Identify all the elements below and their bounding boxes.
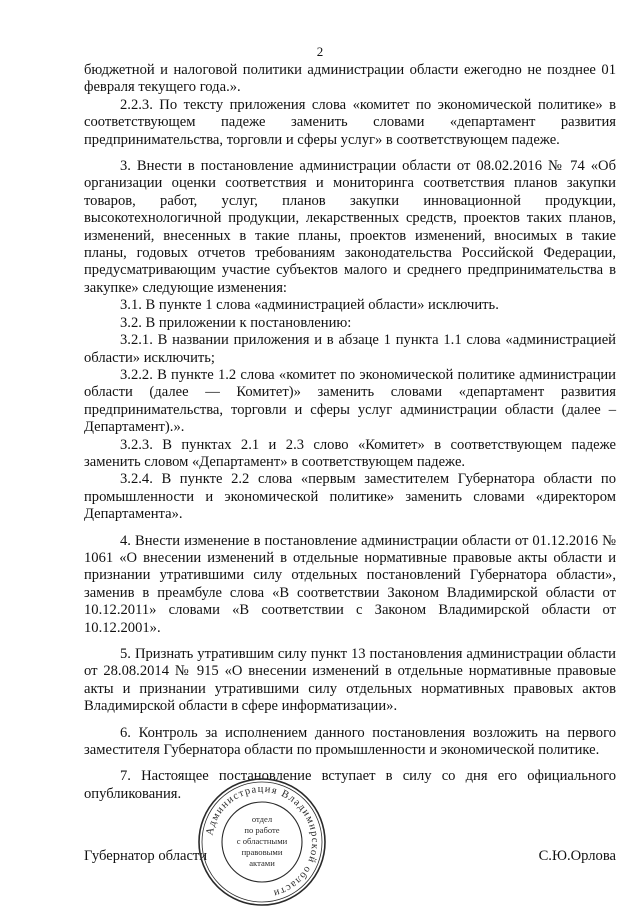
stamp-inner-line: с областными bbox=[236, 836, 288, 846]
stamp-ring-text: Администрация Владимирской области bbox=[204, 783, 321, 899]
signatory-name: С.Ю.Орлова bbox=[538, 848, 616, 864]
stamp-inner-line: отдел bbox=[251, 814, 273, 824]
paragraph: 3. Внести в постановление администрации области от 08.02.2016 № 74 «Об организации оценки соответствия и мониторинга соответствия планов закупки товаров, работ, услуг, планов закупки инновационной продукции, высокотехнологичной продукции, лекарственных средств, проектов таких планов, изменений, внесенных в такие планы, проектов изменений, вносимых в такие планы, годовых отчетов требованиям законодательства Российской Федерации, предусматривающим участие субъектов малого и среднего предпринимательства в закупке» следующие изменения: bbox=[84, 158, 616, 296]
paragraph: 3.1. В пункте 1 слова «администрацией области» исключить. bbox=[120, 297, 499, 314]
paragraph: 5. Признать утратившим силу пункт 13 постановления администрации области от 28.08.2014 № 915 «О внесении изменений в отдельные нормативные правовые акты и признании утратившими силу отдельных нормативных правовых актов Владимирской области в сфере информатизации». bbox=[84, 646, 616, 715]
official-seal-stamp bbox=[196, 776, 328, 908]
paragraph: 7. Настоящее постановление вступает в силу со дня его официального опубликования. bbox=[84, 768, 616, 802]
stamp-inner-line: правовыми bbox=[241, 847, 283, 857]
paragraph: 3.2.2. В пункте 1.2 слова «комитет по экономической политике администрации области (далее — Комитет)» заменить словами «департамент развития предпринимательства, торговли и сферы услуг администрации области (далее – Департамент).». bbox=[84, 366, 616, 436]
paragraph: 6. Контроль за исполнением данного постановления возложить на первого заместителя Губернатора области по промышленности и экономической политике. bbox=[84, 724, 616, 759]
paragraph: 3.2.1. В названии приложения и в абзаце 1 пункта 1.1 слова «администрацией области» исключить; bbox=[84, 332, 616, 366]
page-number: 2 bbox=[316, 44, 324, 59]
paragraph: 3.2.3. В пунктах 2.1 и 2.3 слово «Комитет» в соответствующем падеже заменить словом «Департамент» в соответствующем падеже. bbox=[84, 436, 616, 470]
paragraph: бюджетной и налоговой политики администрации области ежегодно не позднее 01 февраля текущего года.». bbox=[84, 62, 616, 96]
paragraph: 2.2.3. По тексту приложения слова «комитет по экономической политике» в соответствующем падеже заменить словами «департамент развития предпринимательства, торговли и сферы услуг» в соответствующем падеже. bbox=[84, 96, 616, 148]
document-body bbox=[84, 62, 616, 803]
paragraph: 4. Внести изменение в постановление администрации области от 01.12.2016 № 1061 «О внесении изменений в отдельные нормативные правовые акты области и признании утратившими силу отдельных постановлений Губернатора области», заменив в преамбуле слова «В соответствии Законом Владимирской области от 10.12.2011» словами «В соответствии с Законом Владимирской области от 10.12.2001». bbox=[84, 532, 616, 636]
stamp-inner-line: актами bbox=[249, 858, 275, 868]
paragraph: 3.2. В приложении к постановлению: bbox=[120, 314, 352, 331]
paragraph: 3.2.4. В пункте 2.2 слова «первым заместителем Губернатора области по промышленности и экономической политике» заменить словами «директором Департамента». bbox=[84, 471, 616, 523]
signatory-position: Губернатор области bbox=[84, 848, 208, 864]
stamp-inner-line: по работе bbox=[244, 825, 280, 835]
